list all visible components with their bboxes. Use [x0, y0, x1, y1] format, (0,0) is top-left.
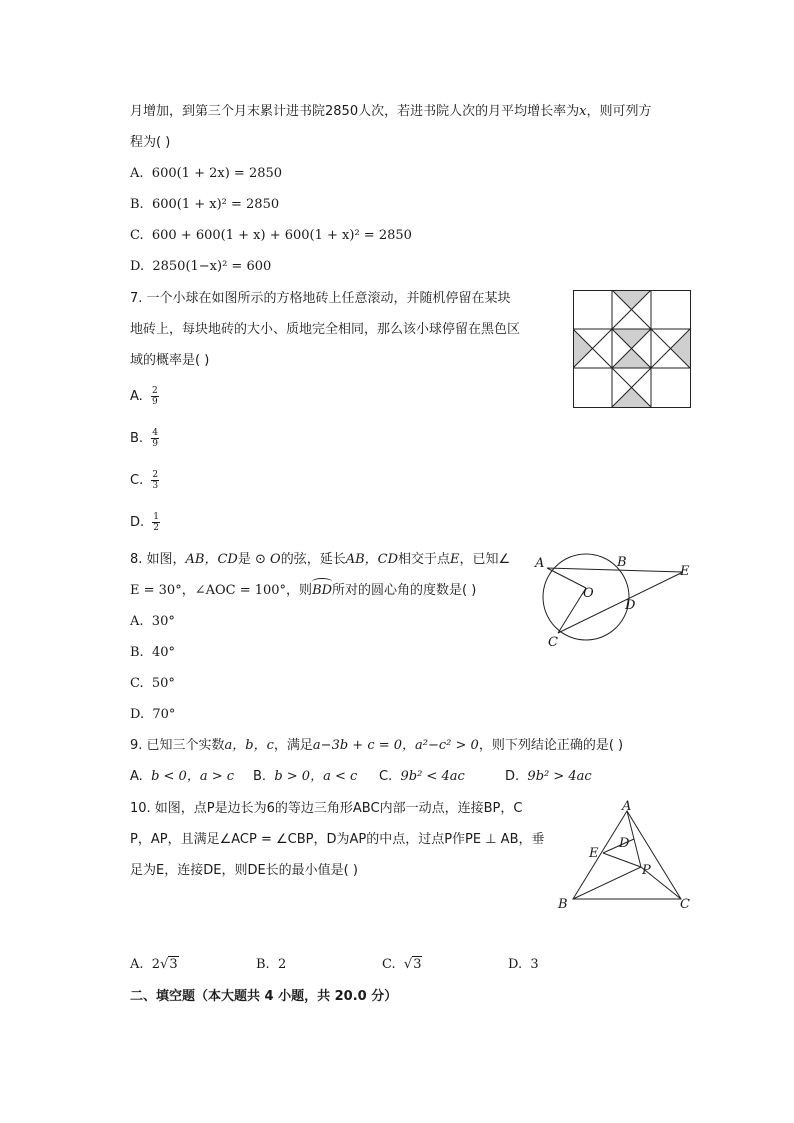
q10-option-a[interactable]: A. 2√3: [130, 957, 178, 972]
q9-option-b[interactable]: B. b > 0，a < c: [253, 769, 358, 784]
arc-bd: BD: [312, 581, 332, 601]
q6-option-a[interactable]: A. 600(1 + 2x) = 2850: [130, 166, 283, 181]
q7-stem-line2: 地砖上，每块地砖的大小、质地完全相同，那么该小球停留在黑色区: [130, 322, 521, 337]
label-a: A: [622, 799, 632, 814]
fraction: $\frac{2}{3}$: [152, 470, 159, 491]
q8-stem-line2: E = 30°，∠AOC = 100°，则BD所对的圆心角的度数是( ): [130, 581, 476, 601]
q8-option-a[interactable]: A. 30°: [130, 614, 175, 629]
section-2-heading: 二、填空题（本大题共 4 小题，共 20.0 分）: [130, 989, 398, 1004]
q10-stem-line3: 足为E，连接DE，则DE长的最小值是( ): [130, 863, 358, 878]
label-p: P: [642, 863, 651, 878]
q10-stem-line2: P，AP，且满足∠ACP = ∠CBP，D为AP的中点，过点P作PE ⊥ AB，垂: [130, 832, 545, 847]
q7-stem-line3: 域的概率是( ): [130, 353, 210, 368]
label-e: E: [680, 564, 690, 579]
q7-tile-grid-figure: [573, 290, 691, 408]
q9-options: [130, 767, 592, 787]
q8-circle-figure: [528, 550, 698, 655]
q6-option-b[interactable]: B. 600(1 + x)² = 2850: [130, 197, 280, 212]
label-d: D: [619, 836, 630, 851]
q9-stem: 9. 已知三个实数a，b，c，满足a−3b + c = 0，a²−c² > 0，则下列结论正确的是( ): [130, 738, 624, 753]
fraction: $\frac{1}{2}$: [153, 512, 160, 533]
q10-option-c[interactable]: C. √3: [382, 957, 422, 972]
q7-option-d[interactable]: D. $\frac{1}{2}$: [130, 512, 160, 533]
q8-option-b[interactable]: B. 40°: [130, 645, 175, 660]
q6-option-d[interactable]: D. 2850(1−x)² = 600: [130, 259, 272, 274]
q9-option-c[interactable]: C. 9b² < 4ac: [379, 769, 465, 784]
label-e: E: [589, 846, 599, 861]
fraction: $\frac{4}{9}$: [152, 428, 158, 449]
q7-option-c[interactable]: C. $\frac{2}{3}$: [130, 470, 159, 491]
q7-stem-line1: 7. 一个小球在如图所示的方格地砖上任意滚动，并随机停留在某块: [130, 291, 511, 306]
label-o: O: [583, 586, 594, 601]
fraction: $\frac{2}{9}$: [151, 386, 158, 407]
q10-triangle-figure: [555, 797, 695, 913]
q10-options: [130, 955, 634, 975]
q10-option-d[interactable]: D. 3: [508, 957, 539, 972]
q6-stem-line1: 月增加，到第三个月末累计进书院2850人次，若进书院人次的月平均增长率为x，则可列方: [130, 104, 652, 119]
q9-option-d[interactable]: D. 9b² > 4ac: [505, 769, 592, 784]
q8-option-d[interactable]: D. 70°: [130, 707, 176, 722]
q6-stem-line2: 程为( ): [130, 135, 171, 150]
label-b: B: [617, 555, 627, 570]
q9-option-a[interactable]: A. b < 0，a > c: [130, 769, 235, 784]
label-a: A: [535, 556, 545, 571]
label-c: C: [680, 897, 690, 912]
q6-option-c[interactable]: C. 600 + 600(1 + x) + 600(1 + x)² = 2850: [130, 228, 412, 243]
q10-option-b[interactable]: B. 2: [256, 957, 287, 972]
q8-stem-line1: 8. 如图，AB，CD是 ⊙ O的弦，延长AB，CD相交于点E，已知∠: [130, 552, 511, 567]
q7-option-b[interactable]: B. $\frac{4}{9}$: [130, 428, 158, 449]
q8-option-c[interactable]: C. 50°: [130, 676, 175, 691]
q10-stem-line1: 10. 如图，点P是边长为6的等边三角形ABC内部一动点，连接BP，C: [130, 801, 523, 816]
label-b: B: [558, 897, 568, 912]
label-d: D: [625, 598, 636, 613]
label-c: C: [548, 635, 558, 650]
q7-option-a[interactable]: A. $\frac{2}{9}$: [130, 386, 158, 407]
